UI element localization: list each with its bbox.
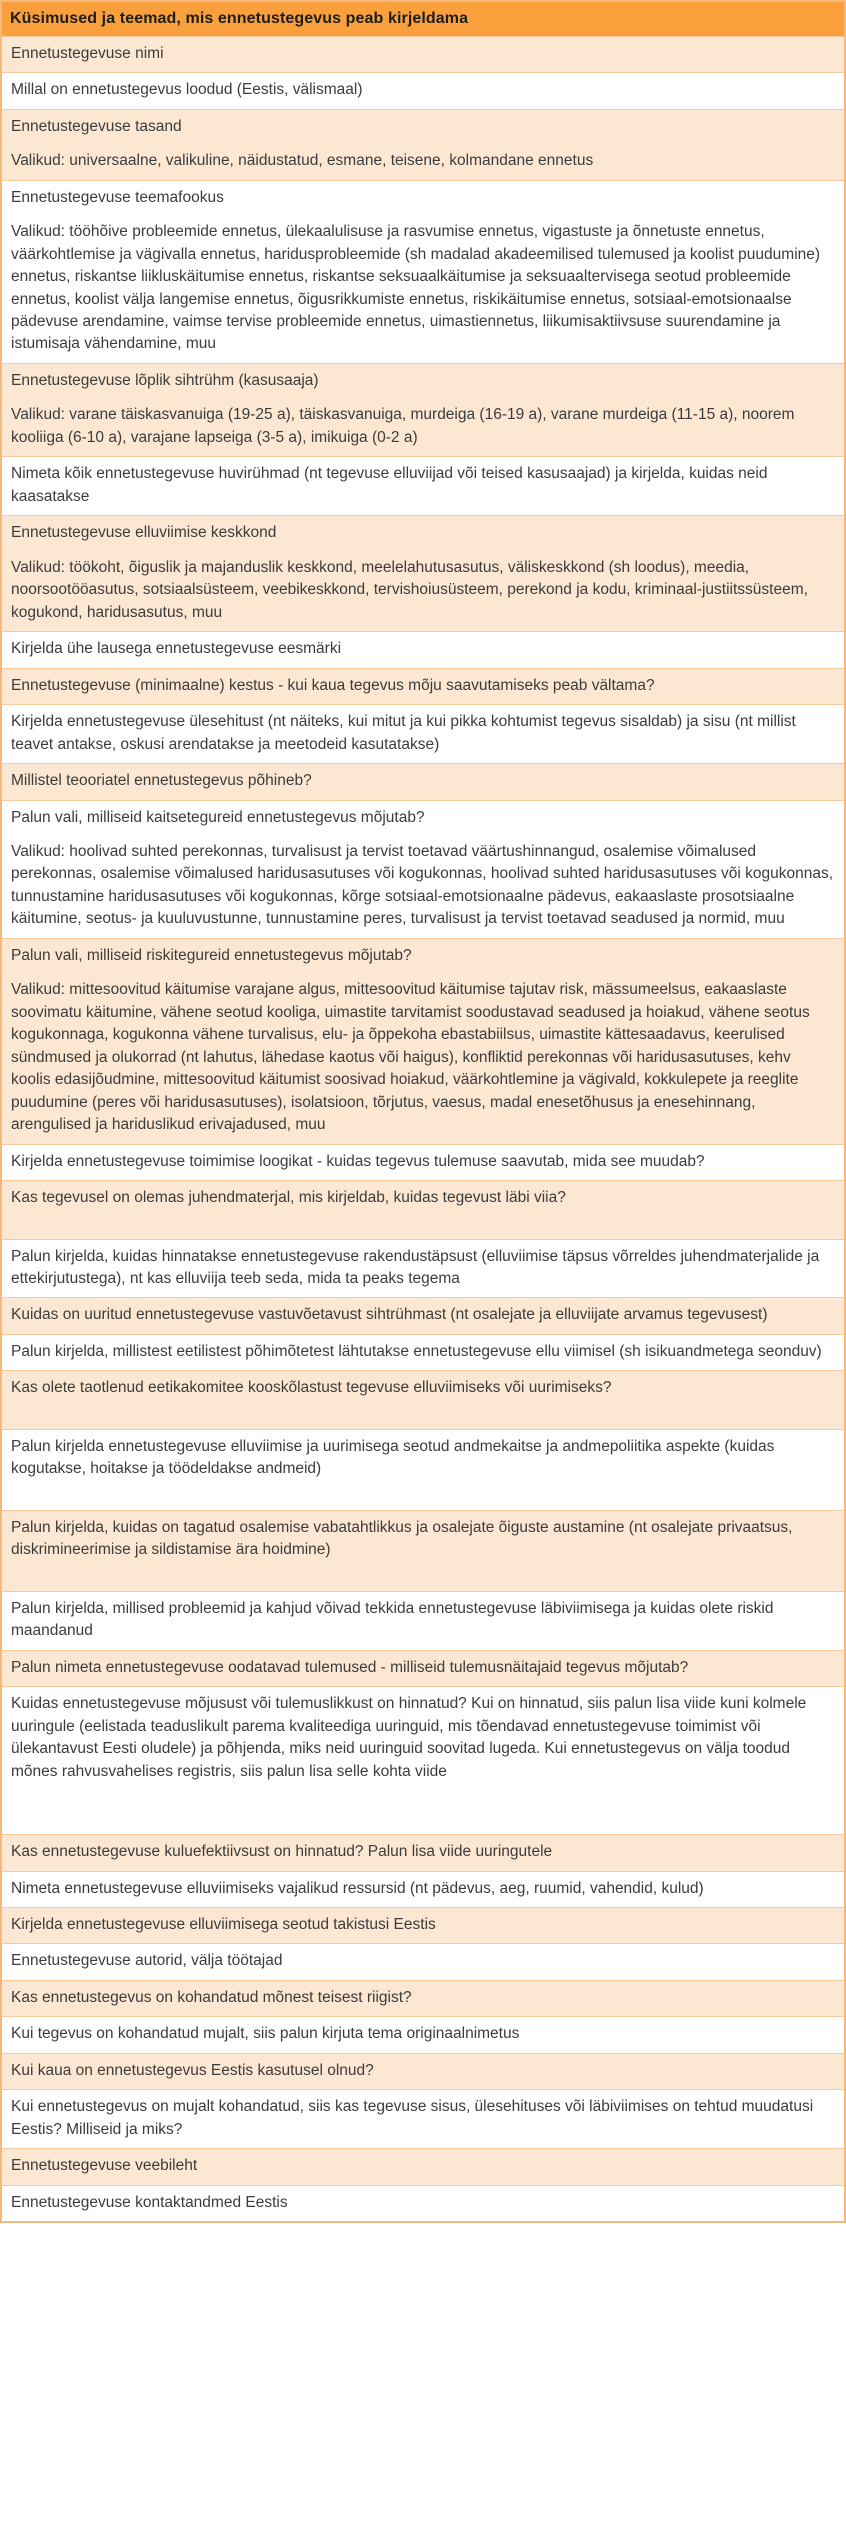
question-text: Ennetustegevuse veebileht [11,2157,198,2175]
table-row [2,1180,844,1238]
question-text: Palun kirjelda, millistest eetilistest põhimõtetest lähtutakse ennetustegevuse ellu viimisel (sh isikuandmetega seonduv) [11,1342,822,1360]
question-text: Palun kirjelda, kuidas hinnatakse ennetustegevuse rakendustäpsust (elluviimise täpsus võrreldes juhendmaterjalide ja ettekirjutustega), nt kas elluviija teeb seda, mida ta peaks tegema [11,1247,820,1288]
table-row [2,1144,844,1180]
table-row [2,1510,844,1591]
question-text: Millistel teooriatel ennetustegevus põhineb? [11,772,312,790]
options-text: Valikud: universaalne, valikuline, näidustatud, esmane, teisene, kolmandane ennetus [11,152,594,170]
question-text: Ennetustegevuse (minimaalne) kestus - kui kaua tegevus mõju saavutamiseks peab vältama? [11,676,655,694]
question-text: Ennetustegevuse elluviimise keskkond [11,524,277,542]
question-text: Ennetustegevuse tasand [11,117,182,135]
table-row [2,2185,844,2221]
question-text: Kirjelda ennetustegevuse elluviimisega seotud takistusi Eestis [11,1915,436,1933]
table-row [2,1980,844,2016]
table-row [2,704,844,763]
table-row [2,2016,844,2052]
table-row [2,1429,844,1510]
question-text: Kirjelda ennetustegevuse ülesehitust (nt näiteks, kui mitut ja kui pikka kohtumist tegevus sisaldab) ja sisu (nt millist teavet antakse, oskusi arendatakse ja meetodeid kasutatakse) [11,713,796,753]
options-text: Valikud: varane täiskasvanuiga (19-25 a), täiskasvanuiga, murdeiga (16-19 a), varane murdeiga (11-15 a), noorem kooliiga (6-10 a), varajane lapseiga (3-5 a), imikuiga (0-2 a) [11,406,795,446]
question-text: Palun kirjelda, millised probleemid ja kahjud võivad tekkida ennetustegevuse läbiviimisega ja kuidas olete riskid maandanud [11,1599,774,1640]
table-row [2,180,844,363]
table-row [2,363,844,456]
table-row [2,800,844,938]
question-text: Kuidas on uuritud ennetustegevuse vastuvõetavust sihtrühmast (nt osalejate ja elluviijate arvamus tegevusest) [11,1306,768,1324]
table-row [2,631,844,667]
question-text: Palun kirjelda, kuidas on tagatud osalemise vabatahtlikkus ja osalejate õiguste austamine (nt osalejate privaatsus, diskrimineerimise ja sildistamise ära hoidmine) [11,1518,793,1559]
table-row [2,1591,844,1650]
question-text: Kui ennetustegevus on mujalt kohandatud, siis kas tegevuse sisus, ülesehituses või läbiviimises on tehtud muudatusi Eestis? Milliseid ja miks? [11,2098,814,2138]
table-row [2,1907,844,1943]
table-row [2,938,844,1144]
table-row [2,1239,844,1298]
question-text: Kas olete taotlenud eetikakomitee kooskõlastust tegevuse elluviimiseks või uurimiseks? [11,1379,612,1397]
question-text: Kas tegevusel on olemas juhendmaterjal, mis kirjeldab, kuidas tegevust läbi viia? [11,1189,566,1207]
question-text: Kas ennetustegevus on kohandatud mõnest teisest riigist? [11,1988,412,2006]
question-text: Ennetustegevuse kontaktandmed Eestis [11,2193,288,2211]
question-text: Palun kirjelda ennetustegevuse elluviimise ja uurimisega seotud andmekaitse ja andmepoliitika aspekte (kuidas kogutakse, hoitakse ja töödeldakse andmeid) [11,1437,775,1478]
question-text: Kirjelda ennetustegevuse toimimise loogikat - kuidas tegevus tulemuse saavutab, mida see muudab? [11,1152,705,1170]
table-row [2,1943,844,1979]
question-text: Kirjelda ühe lausega ennetustegevuse eesmärki [11,640,342,658]
question-text: Palun vali, milliseid kaitsetegureid ennetustegevus mõjutab? [11,808,425,826]
table-row [2,515,844,631]
table-row [2,1871,844,1907]
blank-space [11,1783,834,1827]
question-text: Millal on ennetustegevus loodud (Eestis, välismaal) [11,81,363,99]
blank-space [11,1210,834,1232]
question-text: Nimeta kõik ennetustegevuse huvirühmad (nt tegevuse elluviijad või teised kasusaajad) ja kirjelda, kuidas neid kaasatakse [11,465,768,505]
table-row [2,1686,844,1834]
question-text: Palun vali, milliseid riskitegureid ennetustegevus mõjutab? [11,946,412,964]
table-row [2,36,844,72]
table-row [2,2089,844,2148]
question-text: Ennetustegevuse lõplik sihtrühm (kasusaaja) [11,371,319,389]
options-text: Valikud: hoolivad suhted perekonnas, turvalisust ja tervist toetavad väärtushinnangud, osalemise võimalused perekonnas, osalemise võimalused haridusasutuses või kogukonnas, hoolivad suhted haridusasutuses või kogukonnas, tunnustamine haridusasutuses või kogukonnas, kõrge sotsiaal-emotsionaalne pädevus, eakaaslaste prosotsiaalne käitumine, seotus- ja kuuluvustunne, tunnustamine peres, turvalisust ja tervist toetavad seadused ja normid, muu [11,842,834,928]
question-text: Palun nimeta ennetustegevuse oodatavad tulemused - milliseid tulemusnäitajaid tegevus mõjutab? [11,1658,689,1676]
question-text: Ennetustegevuse autorid, välja töötajad [11,1952,283,1970]
question-text: Kui tegevus on kohandatud mujalt, siis palun kirjuta tema originaalnimetus [11,2025,520,2043]
question-text: Nimeta ennetustegevuse elluviimiseks vajalikud ressursid (nt pädevus, aeg, ruumid, vahendid, kulud) [11,1879,704,1897]
question-text: Kui kaua on ennetustegevus Eestis kasutusel olnud? [11,2061,374,2079]
table-header [2,2,844,36]
options-text: Valikud: mittesoovitud käitumise varajane algus, mittesoovitud käitumise tajutav risk, mässumeelsus, eakaaslaste soovimatu käitumine, vähene seotud kooliga, uimastite tarvitamist soodustavad seadused ja hoiakud, vähene seotus kogukonnaga, kogukonna vähene turvalisus, elu- ja õppekoha ebastabiilsus, uimastite kättesaadavus, keerulised sündmused ja olukorrad (nt lahutus, lähedase kaotus või haigus), konfliktid perekonnas või haridusasutuses, kehv koolis edasijõudmine, mittesoovitud käitumist soosivad hoiakud, väärkohtlemine ja vägivald, kokkulepete ja reeglite puudumine (peres või haridusasutuses), isolatsioon, tõrjutus, vaesus, madal enesetõhusus ja enesehinnang, arengulised ja hariduslikud erivajadused, muu [11,981,810,1134]
table-row [2,763,844,799]
table-row [2,109,844,180]
table-row [2,1370,844,1428]
table-row [2,1297,844,1333]
options-text: Valikud: töökoht, õiguslik ja majanduslik keskkond, meelelahutusasutus, väliskeskkond (sh loodus), meedia, noorsootööasutus, sotsiaalsüsteem, veebikeskkond, tervishoiusüsteem, perekond ja kodu, kriminaal-justiitssüsteem, kogukond, haridusasutus, muu [11,558,808,621]
question-text: Kuidas ennetustegevuse mõjusust või tulemuslikkust on hinnatud? Kui on hinnatud, siis palun lisa viide kuni kolmele uuringule (eelistada teaduslikult parema kvaliteediga uuringuid, mis tõendavad ennetustegevuse toimimist või ülekantavust Eesti oludele) ja põhjenda, miks neid uuringuid soovitad lugeda. Kui ennetustegevus on välja toodud mõnes rahvusvahelises registris, siis palun lisa selle kohta viide [11,1695,807,1780]
table-row [2,2053,844,2089]
question-text: Kas ennetustegevuse kuluefektiivsust on hinnatud? Palun lisa viide uuringutele [11,1843,553,1861]
table-title: Küsimused ja teemad, mis ennetustegevus peab kirjeldama [10,10,469,27]
table-row [2,2148,844,2184]
blank-space [11,1481,834,1503]
blank-space [11,1562,834,1584]
question-text: Ennetustegevuse nimi [11,44,164,62]
table-row [2,456,844,515]
options-text: Valikud: tööhõive probleemide ennetus, ülekaalulisuse ja rasvumise ennetus, vigastuste ja õnnetuste ennetus, väärkohtlemise ja vägivalla ennetus, haridusprobleemide (sh madalad akadeemilised tulemused ja koolist puudumine) ennetus, riskantse liikluskäitumise ennetus, riskantse seksuaalkäitumise ja seksuaaltervisega seotud probleemide ennetus, koolist välja langemise ennetus, õigusrikkumiste ennetus, riskikäitumise ennetus, sotsiaal-emotsionaalse pädevuse arendamine, vaimse tervise probleemide ennetus, uimastiennetus, liikumisaktiivsuse suurendamine ja istumisaja vähendamine, muu [11,223,821,353]
question-text: Ennetustegevuse teemafookus [11,188,224,206]
table-row [2,72,844,108]
blank-space [11,1400,834,1422]
table-row [2,1650,844,1686]
table-row [2,668,844,704]
table-row [2,1334,844,1370]
question-rows [2,36,844,2221]
table-row [2,1834,844,1870]
